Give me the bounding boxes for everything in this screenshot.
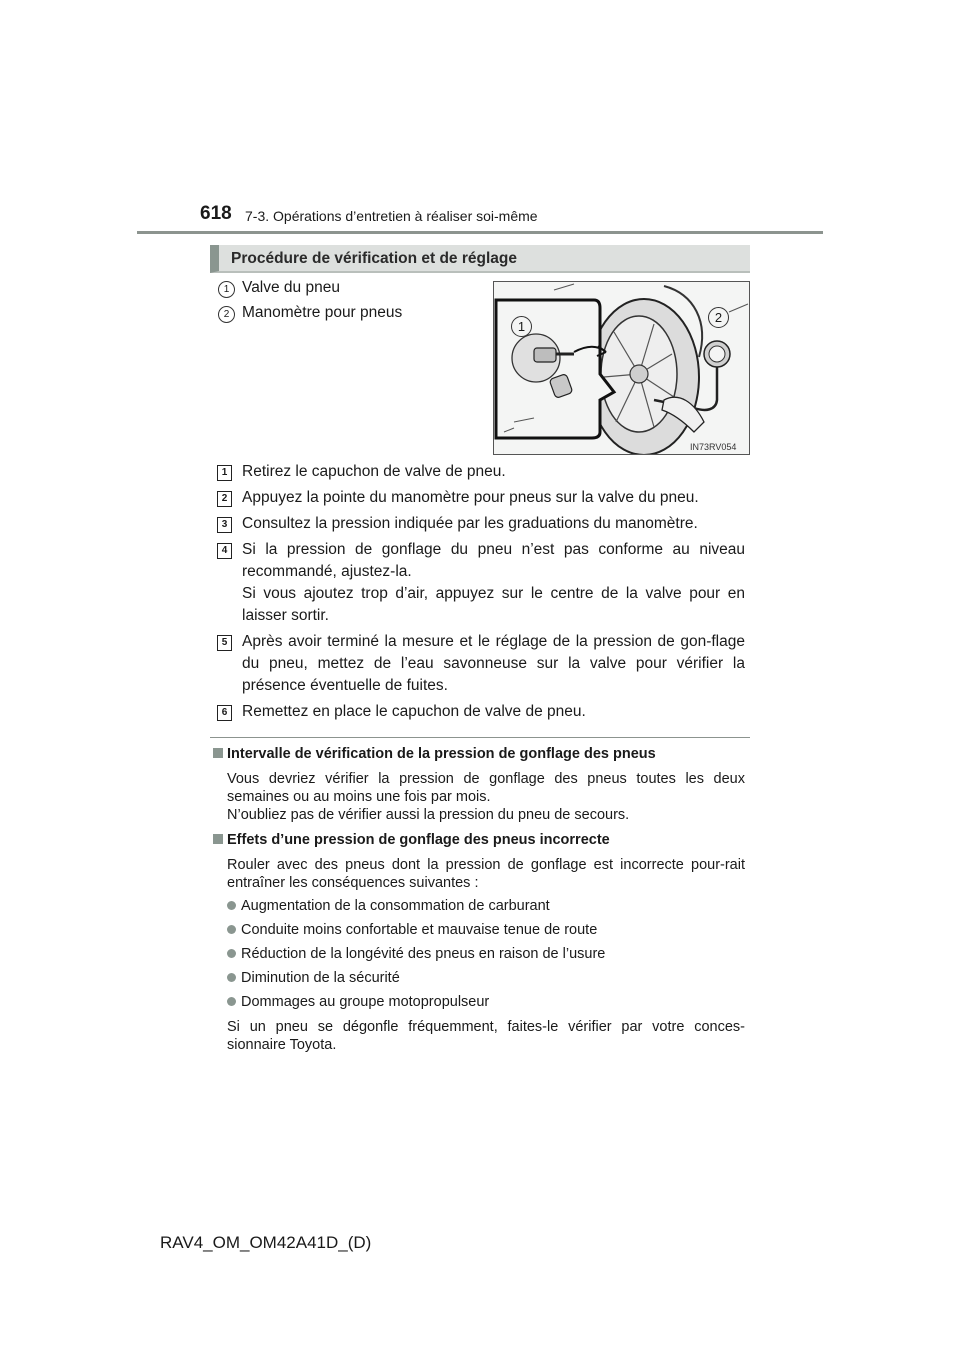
step-marker-4: 4 <box>217 543 232 559</box>
section-header <box>210 245 750 273</box>
bullet-dot-icon <box>227 997 236 1006</box>
figure-code: IN73RV054 <box>690 442 737 452</box>
note-interval-spare: N’oubliez pas de vérifier aussi la pression du pneu de secours. <box>227 807 630 823</box>
step-marker-2: 2 <box>217 491 232 507</box>
bullet-dot-icon <box>227 949 236 958</box>
step-text-3: Consultez la pression indiquée par les graduations du manomètre. <box>242 515 698 532</box>
header-divider <box>137 231 823 234</box>
step-text-6: Remettez en place le capuchon de valve de pneu. <box>242 703 586 720</box>
section-title: Procédure de vérification et de réglage <box>231 250 517 267</box>
tire-gauge-drawing <box>494 282 749 454</box>
figure-callout-2: 2 <box>708 307 729 328</box>
page-number: 618 <box>200 203 232 224</box>
step-text-5: Après avoir terminé la mesure et le réglage de la pression de gon-flage du pneu, mettez de l’eau savonneuse sur la valve pour vérifier la présence éventuelle de fuites. <box>242 633 745 694</box>
note-heading-effects-text: Effets d’une pression de gonflage des pneus incorrecte <box>227 832 610 848</box>
section-divider <box>210 737 750 738</box>
note-effects-intro: Rouler avec des pneus dont la pression de gonflage est incorrecte pour-rait entraîner les conséquences suivantes : <box>227 857 745 891</box>
square-bullet-icon <box>213 834 223 844</box>
list-item-text: Dommages au groupe motopropulseur <box>241 994 490 1010</box>
legend-label-gauge: Manomètre pour pneus <box>242 304 403 321</box>
step-marker-5: 5 <box>217 635 232 651</box>
document-code: RAV4_OM_OM42A41D_(D) <box>160 1233 372 1252</box>
bullet-dot-icon <box>227 925 236 934</box>
legend-label-valve: Valve du pneu <box>242 279 340 296</box>
list-item <box>227 970 400 986</box>
step-marker-6: 6 <box>217 705 232 721</box>
note-heading-interval-text: Intervalle de vérification de la pression de gonflage des pneus <box>227 746 656 762</box>
note-heading-interval <box>213 746 656 762</box>
chapter-title: 7-3. Opérations d’entretien à réaliser soi-même <box>245 208 538 224</box>
figure-callout-1: 1 <box>511 316 532 337</box>
step-text-4: Si la pression de gonflage du pneu n’est pas conforme au niveau recommandé, ajustez-la. <box>242 541 745 580</box>
square-bullet-icon <box>213 748 223 758</box>
legend-marker-2: 2 <box>218 306 235 323</box>
list-item-text: Diminution de la sécurité <box>241 970 400 986</box>
list-item <box>227 994 489 1010</box>
list-item <box>227 922 597 938</box>
note-effects-closing: Si un pneu se dégonfle fréquemment, faites-le vérifier par votre conces-sionnaire Toyota. <box>227 1019 745 1053</box>
list-item-text: Augmentation de la consommation de carburant <box>241 898 550 914</box>
tire-pressure-illustration <box>493 281 750 455</box>
list-item <box>227 946 605 962</box>
legend-marker-1: 1 <box>218 281 235 298</box>
bullet-dot-icon <box>227 901 236 910</box>
bullet-dot-icon <box>227 973 236 982</box>
list-item-text: Réduction de la longévité des pneus en raison de l’usure <box>241 946 606 962</box>
step-text-2: Appuyez la pointe du manomètre pour pneus sur la valve du pneu. <box>242 489 699 506</box>
note-interval-text: Vous devriez vérifier la pression de gonflage des pneus toutes les deux semaines ou au moins une fois par mois. <box>227 771 745 805</box>
list-item-text: Conduite moins confortable et mauvaise tenue de route <box>241 922 598 938</box>
step-marker-3: 3 <box>217 517 232 533</box>
list-item <box>227 898 550 914</box>
step-text-1: Retirez le capuchon de valve de pneu. <box>242 463 506 480</box>
step-text-4-note: Si vous ajoutez trop d’air, appuyez sur le centre de la valve pour en laisser sortir. <box>242 585 745 624</box>
step-marker-1: 1 <box>217 465 232 481</box>
note-heading-effects <box>213 832 610 848</box>
